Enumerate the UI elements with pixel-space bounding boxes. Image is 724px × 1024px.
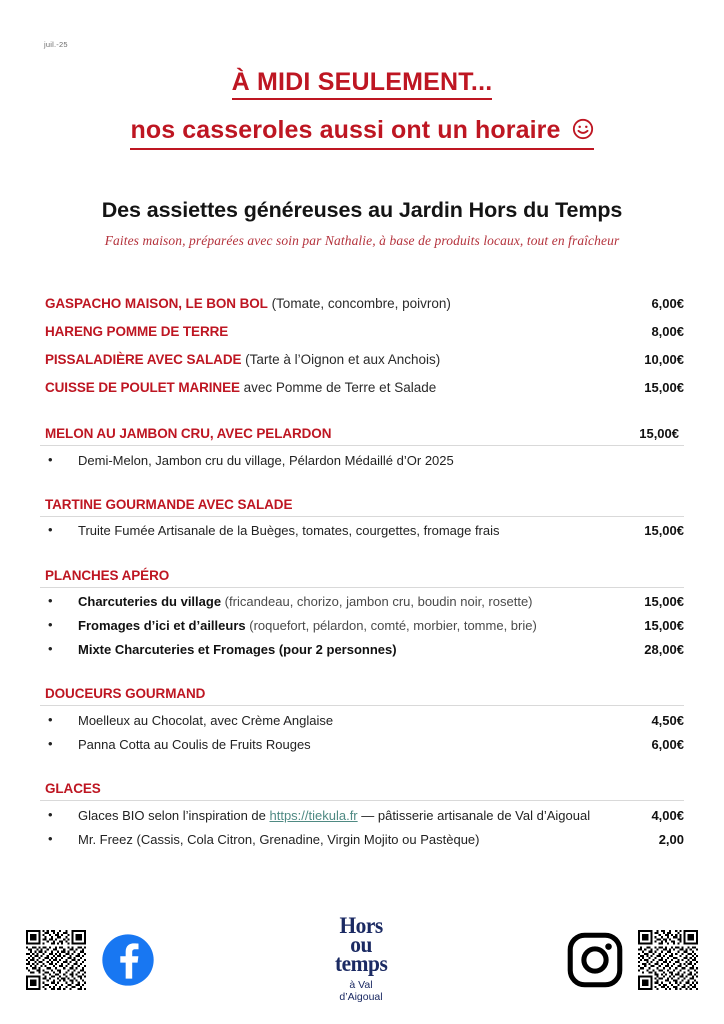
list-item xyxy=(70,709,684,733)
dish-text xyxy=(45,380,620,397)
item-desc: (roquefort, pélardon, comté, morbier, tomme, brie) xyxy=(245,618,537,634)
section-header xyxy=(40,568,684,587)
footer xyxy=(0,910,724,1010)
dish-desc: avec Pomme de Terre et Salade xyxy=(239,379,437,395)
item-name: Mixte Charcuteries et Fromages (pour 2 personnes) xyxy=(78,642,397,658)
date-stamp: juil.-25 xyxy=(44,40,68,49)
item-text-before: Glaces BIO selon l’inspiration de xyxy=(78,807,270,823)
item-text: • Panna Cotta au Coulis de Fruits Rouges xyxy=(70,737,620,754)
item-text xyxy=(70,642,620,659)
section-header xyxy=(40,426,684,445)
dish-price: 8,00€ xyxy=(651,323,684,339)
item-price: 15,00€ xyxy=(644,523,684,539)
menu-row xyxy=(40,291,684,319)
facebook-icon[interactable] xyxy=(100,932,156,988)
footer-instagram-group xyxy=(566,930,698,990)
dish-desc: (Tarte à l’Oignon et aux Anchois) xyxy=(241,351,441,367)
logo-line-3: temps xyxy=(334,950,388,976)
section-divider xyxy=(40,705,684,706)
item-text xyxy=(70,808,620,825)
section-title: DOUCEURS GOURMAND xyxy=(45,686,206,702)
section-item-list xyxy=(40,709,684,757)
instagram-qr-code[interactable] xyxy=(638,930,698,990)
bullet-row xyxy=(70,453,684,470)
menu-row xyxy=(40,374,684,402)
brand-logo xyxy=(333,913,389,1003)
dish-price: 10,00€ xyxy=(644,351,684,367)
section-title: TARTINE GOURMANDE AVEC SALADE xyxy=(45,496,293,512)
item-price: 15,00€ xyxy=(644,618,684,634)
dish-text xyxy=(45,352,620,369)
item-name: Charcuteries du village xyxy=(78,594,222,610)
section-item-list xyxy=(40,520,684,544)
item-text: • Truite Fumée Artisanale de la Buèges, tomates, courgettes, fromage frais xyxy=(70,523,620,540)
item-text xyxy=(70,618,620,635)
section-header xyxy=(40,497,684,516)
tiekula-link[interactable]: https://tiekula.fr xyxy=(269,807,358,823)
list-item xyxy=(70,733,684,757)
facebook-qr-code[interactable] xyxy=(26,930,86,990)
bullet-row xyxy=(70,737,684,754)
section-header xyxy=(40,686,684,705)
item-price: 6,00€ xyxy=(651,736,684,752)
bullet-row xyxy=(70,713,684,730)
list-item xyxy=(70,828,684,852)
dish-name: CUISSE DE POULET MARINEE xyxy=(45,379,240,395)
section-item-list xyxy=(40,591,684,663)
section-divider xyxy=(40,516,684,517)
logo-sub-1: à Val xyxy=(349,978,373,991)
item-text: • Moelleux au Chocolat, avec Crème Anglaise xyxy=(70,713,620,730)
dish-text xyxy=(45,296,620,313)
list-item xyxy=(70,615,684,639)
dish-price: 6,00€ xyxy=(651,296,684,311)
item-price: 4,00€ xyxy=(651,807,684,823)
section-price: 15,00€ xyxy=(639,426,679,441)
item-text: • Demi-Melon, Jambon cru du village, Pélardon Médaillé d’Or 2025 xyxy=(70,453,620,470)
item-price: 28,00€ xyxy=(644,642,684,658)
item-text-after: — pâtisserie artisanale de Val d’Aigoual xyxy=(357,807,591,823)
list-item xyxy=(70,449,684,473)
menu-section-planches xyxy=(40,568,684,663)
menu-section-glaces xyxy=(40,781,684,852)
item-text: • Mr. Freez (Cassis, Cola Citron, Grenadine, Virgin Mojito ou Pastèque) xyxy=(70,832,620,849)
section-item-list xyxy=(40,449,684,473)
bullet-row xyxy=(70,642,684,659)
bullet-row xyxy=(70,523,684,540)
list-item xyxy=(70,804,684,828)
dish-name: PISSALADIÈRE AVEC SALADE xyxy=(45,351,242,367)
logo-line-1: Hors xyxy=(339,913,383,939)
instagram-icon[interactable] xyxy=(566,931,624,989)
section-divider xyxy=(40,445,684,446)
page-title-line2 xyxy=(130,116,593,150)
page-tagline: Faites maison, préparées avec soin par Nathalie, à base de produits locaux, tout en fraîcheur xyxy=(104,232,620,248)
dish-text xyxy=(45,324,620,341)
bullet-row xyxy=(70,808,684,825)
bullet-row xyxy=(70,594,684,611)
bullet-row xyxy=(70,832,684,849)
section-header xyxy=(40,781,684,800)
menu-body xyxy=(40,291,684,853)
section-title: MELON AU JAMBON CRU, AVEC PELARDON xyxy=(45,426,332,441)
title-line2-wrap xyxy=(40,116,684,150)
list-item xyxy=(70,520,684,544)
list-item xyxy=(70,591,684,615)
logo-line-2: ou xyxy=(350,932,372,957)
bullet-row xyxy=(70,618,684,635)
menu-row xyxy=(40,318,684,346)
menu-section-douceurs xyxy=(40,686,684,757)
section-divider xyxy=(40,800,684,801)
item-price: 15,00€ xyxy=(644,594,684,610)
section-title: GLACES xyxy=(45,781,101,797)
menu-row xyxy=(40,346,684,374)
section-divider xyxy=(40,587,684,588)
dish-price: 15,00€ xyxy=(644,379,684,395)
item-text xyxy=(70,594,620,611)
item-name: Fromages d’ici et d’ailleurs xyxy=(78,618,246,634)
footer-facebook-group xyxy=(26,930,156,990)
item-desc: (fricandeau, chorizo, jambon cru, boudin noir, rosette) xyxy=(221,594,533,610)
page-title-line1: À MIDI SEULEMENT... xyxy=(232,68,493,100)
section-item-list xyxy=(40,804,684,852)
menu-section-tartine xyxy=(40,497,684,544)
title-block xyxy=(40,0,684,150)
smiley-face-icon xyxy=(572,118,594,147)
item-price: 4,50€ xyxy=(651,712,684,728)
dish-name: HARENG POMME DE TERRE xyxy=(45,323,229,339)
page-subtitle: Des assiettes généreuses au Jardin Hors du Temps xyxy=(101,197,623,222)
menu-section-melon xyxy=(40,426,684,473)
section-title: PLANCHES APÉRO xyxy=(45,567,170,583)
dish-desc: (Tomate, concombre, poivron) xyxy=(267,296,451,311)
list-item xyxy=(70,639,684,663)
simple-dish-list xyxy=(40,291,684,403)
dish-name: GASPACHO MAISON, LE BON BOL xyxy=(45,296,268,311)
item-price: 2,00 xyxy=(658,831,684,847)
title-line1-wrap xyxy=(40,68,684,100)
page-title-line2-text: nos casseroles aussi ont un horaire xyxy=(130,115,561,144)
logo-sub-2: d’Aigoual xyxy=(339,990,383,1003)
